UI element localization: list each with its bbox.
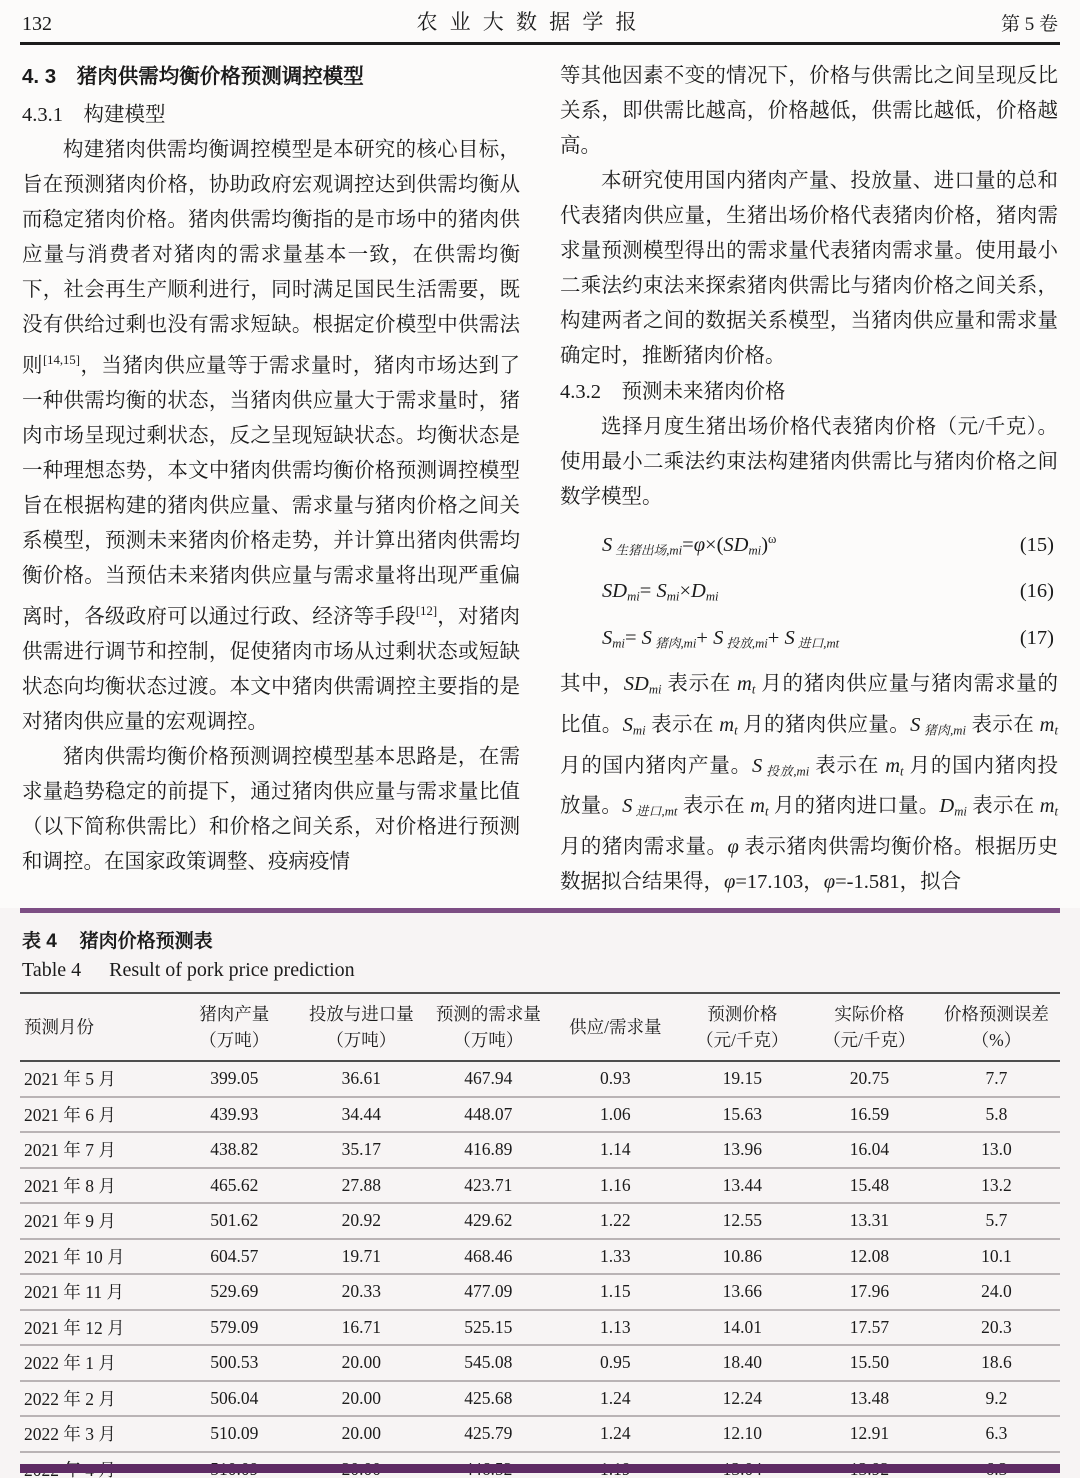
column-header: 预测的需求量 （万吨） (435, 1004, 541, 1050)
cell-value: 20.33 (341, 1281, 381, 1302)
column-header: 实际价格 （元/千克） (823, 1004, 916, 1050)
column-header: 猪肉产量 （万吨） (199, 1004, 270, 1050)
cell-value: 9.2 (985, 1387, 1008, 1408)
cell-value: 12.91 (849, 1423, 890, 1444)
cell-value: 15.50 (849, 1352, 890, 1373)
cell-value: 529.69 (210, 1281, 259, 1302)
cell-value: 1.16 (600, 1174, 631, 1195)
paragraph-symbol-definitions: 其中，SDmi 表示在 mt 月的猪肉供应量与猪肉需求量的比值。Smi 表示在 mt 月的猪肉供应量。S 猪肉,mi 表示在 mt 月的国内猪肉产量。S 投放,mi 表示在 mt 月的国内猪肉投放量。S 进口,mt 表示在 mt 月的猪肉进口量。Dmi 表示在 mt 月的猪肉需求量。φ 表示猪肉供需均衡价格。根据历史数据拟合结果得，φ=17.103，φ=-1.581，拟合 (560, 673, 1059, 893)
paragraph-inverse-relation: 等其他因素不变的情况下，价格与供需比之间呈现反比关系，即供需比越高，价格越低，供需比越低，价格越高。 (560, 65, 1058, 157)
paragraph-basic-idea: 猪肉供需均衡价格预测调控模型基本思路是，在需求量趋势稳定的前提下，通过猪肉供应量与需求量比值（以下简称供需比）和价格之间关系，对价格进行预测和调控。在国家政策调整、疫病疫情 (22, 745, 520, 873)
cell-value: 12.08 (849, 1245, 890, 1266)
cell-value: 5.7 (985, 1210, 1008, 1231)
equation-17-body: Smi= S 猪肉,mi+ S 投放,mi+ S 进口,mt (602, 626, 840, 651)
cell-value: 1.22 (600, 1210, 631, 1231)
cell-value: 35.17 (341, 1139, 381, 1160)
cell-value: 13.31 (849, 1210, 890, 1231)
cell-value: 24.0 (981, 1281, 1012, 1302)
cell-value: 36.61 (341, 1068, 381, 1089)
table-top-accent-bar (20, 908, 1060, 913)
cell-value: 19.15 (722, 1068, 763, 1089)
cell-value: 416.89 (464, 1139, 513, 1160)
equation-15-number: (15) (1019, 533, 1054, 556)
cell-value: 6.3 (985, 1423, 1008, 1444)
cell-value: 1.06 (600, 1103, 631, 1124)
table-caption-cn (22, 926, 1060, 953)
cell-value: 448.07 (464, 1103, 513, 1124)
cell-value: 19.71 (341, 1245, 381, 1266)
column-header: 预测价格 （元/千克） (696, 1004, 789, 1050)
equation-16-body: SDmi= Smi×Dmi (602, 580, 719, 604)
volume-label: 第 5 卷 (1000, 14, 1058, 35)
cell-value: 1.13 (600, 1316, 631, 1337)
cell-value: 468.46 (464, 1245, 513, 1266)
table-caption-en (22, 959, 1060, 982)
table-caption-en-title: Result of pork price prediction (109, 959, 355, 981)
paragraph-build-model: 构建猪肉供需均衡调控模型是本研究的核心目标，旨在预测猪肉价格，协助政府宏观调控达到供需均衡从而稳定猪肉价格。猪肉供需均衡指的是市场中的猪肉供应量与消费者对猪肉的需求量基本一致，在供需均衡下，社会再生产顺利进行，同时满足国民生活需要，既没有供给过剩也没有需求短缺。根据定价模型中供需法则[14,15]，当猪肉供应量等于需求量时，猪肉市场达到了一种供需均衡的状态，当猪肉供应量大于需求量时，猪肉市场呈现过剩状态，反之呈现短缺状态。均衡状态是一种理想态势，本文中猪肉供需均衡价格预测调控模型旨在根据构建的猪肉供应量、需求量与猪肉价格之间关系模型，预测未来猪肉价格走势，并计算出猪肉供需均衡价格。当预估未来猪肉供应量与需求量将出现严重偏离时，各级政府可以通过行政、经济等手段[12]，对猪肉供需进行调节和控制，促使猪肉市场从过剩状态或短缺状态向均衡状态过渡。本文中猪肉供需调控主要指的是对猪肉供应量的宏观调控。 (22, 139, 521, 733)
cell-value: 17.57 (849, 1316, 890, 1337)
cell-value: 1.15 (600, 1281, 631, 1302)
cell-value: 10.1 (981, 1245, 1012, 1266)
cell-value: 425.68 (464, 1387, 513, 1408)
running-header (0, 0, 1080, 40)
equation-15 (602, 522, 1058, 567)
cell-month: 2022 年 3 月 (24, 1424, 116, 1445)
cell-value: 16.04 (849, 1139, 890, 1160)
equation-17-number: (17) (1019, 626, 1054, 649)
column-header: 预测月份 (24, 1017, 94, 1037)
paragraph-data-sources: 本研究使用国内猪肉产量、投放量、进口量的总和代表猪肉供应量，生猪出场价格代表猪肉价格，猪肉需求量预测模型得出的需求量代表猪肉需求量。使用最小二乘法约束法来探索猪肉供需比与猪肉价格之间关系，构建两者之间的数据关系模型，当猪肉供应量和需求量确定时，推断猪肉价格。 (560, 170, 1058, 367)
table-row (20, 1274, 1060, 1310)
cell-value: 465.62 (210, 1174, 259, 1195)
cell-value: 604.57 (210, 1245, 259, 1266)
cell-value: 18.40 (722, 1352, 763, 1373)
cell-value: 439.93 (210, 1103, 259, 1124)
cell-value: 477.09 (464, 1281, 513, 1302)
cell-month: 2021 年 8 月 (24, 1175, 116, 1196)
cell-value: 15.63 (722, 1103, 763, 1124)
table-row (20, 1239, 1060, 1275)
body-columns (0, 45, 1080, 897)
table-body (20, 1061, 1060, 1478)
cell-value: 16.59 (849, 1103, 890, 1124)
equation-17 (602, 621, 1058, 661)
journal-title: 农业大数据学报 (416, 11, 649, 34)
section-heading-43: 4. 3 猪肉供需均衡价格预测调控模型 (22, 65, 364, 88)
cell-value: 506.04 (210, 1387, 259, 1408)
cell-value: 12.55 (722, 1210, 763, 1231)
table-section (0, 908, 1080, 1478)
cell-month: 2021 年 12 月 (24, 1317, 125, 1338)
cell-value: 7.7 (985, 1068, 1008, 1089)
subsection-heading-432: 4.3.2 预测未来猪肉价格 (560, 381, 786, 403)
cell-month: 2021 年 9 月 (24, 1211, 116, 1232)
left-column (22, 59, 520, 897)
cell-value: 13.2 (981, 1174, 1012, 1195)
cell-month: 2022 年 1 月 (24, 1353, 116, 1374)
column-header: 供应/需求量 (569, 1017, 662, 1037)
cell-value: 1.24 (600, 1423, 631, 1444)
cell-month: 2021 年 11 月 (24, 1282, 124, 1303)
cell-value: 13.44 (722, 1174, 763, 1195)
cell-value: 13.0 (981, 1139, 1012, 1160)
cell-value: 14.01 (722, 1316, 763, 1337)
table-row (20, 1061, 1060, 1097)
pork-price-prediction-table (20, 992, 1060, 1478)
cell-value: 17.96 (849, 1281, 890, 1302)
cell-value: 399.05 (210, 1068, 259, 1089)
cell-month: 2021 年 10 月 (24, 1246, 125, 1267)
cell-value: 425.79 (464, 1423, 513, 1444)
cell-value: 525.15 (464, 1316, 513, 1337)
cell-value: 467.94 (464, 1068, 513, 1089)
cell-value: 423.71 (464, 1174, 513, 1195)
cell-month: 2022 年 2 月 (24, 1388, 116, 1409)
table-row (20, 1381, 1060, 1417)
cell-value: 429.62 (464, 1210, 513, 1231)
cell-value: 13.96 (722, 1139, 763, 1160)
table-row (20, 1168, 1060, 1204)
cell-value: 1.33 (600, 1245, 631, 1266)
subsection-heading-431: 4.3.1 构建模型 (22, 104, 166, 126)
column-header: 价格预测误差 （%） (943, 1004, 1049, 1050)
column-header: 投放与进口量 （万吨） (308, 1004, 414, 1050)
cell-value: 438.82 (210, 1139, 259, 1160)
cell-value: 10.86 (722, 1245, 763, 1266)
cell-month: 2021 年 5 月 (24, 1069, 116, 1090)
cell-value: 0.95 (600, 1352, 631, 1373)
cell-value: 15.48 (849, 1174, 890, 1195)
table-caption-cn-title: 猪肉价格预测表 (79, 931, 213, 952)
paragraph-model-intro: 选择月度生猪出场价格代表猪肉价格（元/千克）。使用最小二乘法约束法构建猪肉供需比与猪肉价格之间数学模型。 (560, 416, 1058, 508)
cell-value: 20.92 (341, 1210, 381, 1231)
cell-value: 12.24 (722, 1387, 763, 1408)
cell-value: 20.00 (341, 1352, 381, 1373)
cell-month: 2021 年 6 月 (24, 1104, 116, 1125)
equation-16 (602, 574, 1058, 614)
cell-value: 13.48 (849, 1387, 890, 1408)
cell-value: 13.66 (722, 1281, 763, 1302)
cell-value: 18.6 (981, 1352, 1012, 1373)
cell-value: 545.08 (464, 1352, 513, 1373)
table-caption-cn-label: 表 4 (22, 931, 57, 952)
cell-value: 500.53 (210, 1352, 259, 1373)
table-row (20, 1097, 1060, 1133)
cell-value: 12.10 (722, 1423, 763, 1444)
table-row (20, 1132, 1060, 1168)
cell-value: 579.09 (210, 1316, 259, 1337)
table-bottom-accent-bar (20, 1464, 1060, 1473)
table-caption-en-label: Table 4 (22, 959, 82, 981)
equation-16-number: (16) (1019, 580, 1054, 603)
cell-value: 1.14 (600, 1139, 631, 1160)
table-header-row (20, 993, 1060, 1061)
table-row (20, 1345, 1060, 1381)
cell-value: 20.00 (341, 1423, 381, 1444)
cell-value: 510.09 (210, 1423, 259, 1444)
right-column (560, 59, 1058, 897)
cell-value: 16.71 (341, 1316, 381, 1337)
table-row (20, 1203, 1060, 1239)
cell-month: 2021 年 7 月 (24, 1140, 116, 1161)
cell-value: 27.88 (341, 1174, 381, 1195)
table-row (20, 1310, 1060, 1346)
cell-value: 501.62 (210, 1210, 259, 1231)
cell-value: 34.44 (341, 1103, 381, 1124)
equation-15-body: S 生猪出场,mi=φ×(SDmi)$^\omega$ (602, 532, 777, 558)
cell-value: 20.3 (981, 1316, 1012, 1337)
table-row (20, 1416, 1060, 1452)
cell-value: 20.75 (849, 1068, 890, 1089)
cell-value: 5.8 (985, 1103, 1008, 1124)
cell-value: 1.24 (600, 1387, 631, 1408)
page-number: 132 (22, 13, 52, 35)
cell-value: 20.00 (341, 1387, 381, 1408)
cell-value: 0.93 (600, 1068, 631, 1089)
